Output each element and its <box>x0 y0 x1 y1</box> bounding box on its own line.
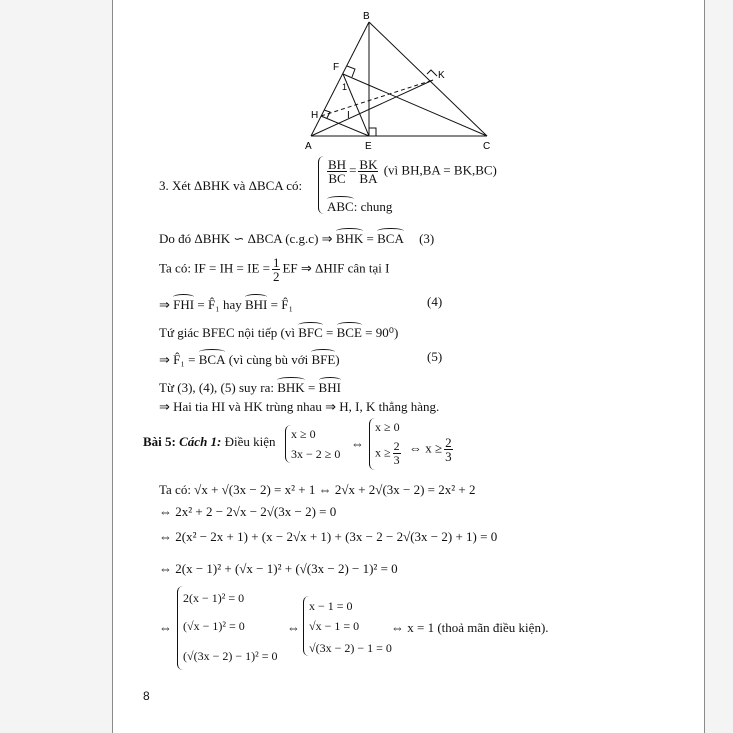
s3-eq: = <box>349 162 357 178</box>
line2-text: Ta có: IF = IH = IE = <box>159 260 270 276</box>
line1-eq: = <box>366 231 374 246</box>
tag-3: (3) <box>419 231 435 246</box>
s3-row2 <box>327 196 392 215</box>
sys2-1: x − 1 = 0 <box>309 599 353 613</box>
angle-bhk-2: BHK <box>277 377 304 396</box>
angle-fhi: FHI <box>173 294 194 313</box>
frac-bh: BH <box>328 157 347 172</box>
tag-5: (5) <box>427 349 443 364</box>
l6-eq: = <box>307 380 316 395</box>
angle-f1-b: F̂₁ <box>281 297 293 312</box>
angle-bhi-2: BHI <box>319 377 341 396</box>
frac-one: 1 <box>272 255 280 270</box>
label-c: C <box>483 141 491 152</box>
label-e: E <box>365 141 372 152</box>
side-bc <box>369 22 487 136</box>
cond-4 <box>375 440 403 467</box>
angle-f1: F̂₁ <box>207 297 220 312</box>
l3-hay: hay <box>219 297 242 312</box>
cond-result <box>409 436 455 463</box>
s3-common: : chung <box>353 199 393 214</box>
angle-bce: BCE <box>337 322 362 341</box>
line-f1 <box>159 349 449 368</box>
line-conclude <box>159 377 341 396</box>
sys-2: (√x − 1)² = 0 <box>183 619 245 633</box>
triangle-figure <box>299 8 499 153</box>
sys2-3: √(3x − 2) − 1 = 0 <box>309 641 392 655</box>
l5-mid: (vì cùng bù với <box>225 352 309 367</box>
l3-arrow: ⇒ <box>159 297 170 312</box>
cond-2: 3x − 2 ≥ 0 <box>291 447 341 461</box>
angle-bhk: BHK <box>336 228 363 247</box>
cond-3: x ≥ 0 <box>375 420 400 434</box>
segment-hk-dashed <box>321 80 433 116</box>
l4-eq: = <box>326 325 334 340</box>
angle-bfe: BFE <box>311 349 335 368</box>
document-page <box>112 0 705 733</box>
angle-abc: ABC <box>327 196 354 215</box>
l3-eq2: = <box>270 297 278 312</box>
frac-ba: BA <box>359 171 378 186</box>
cond-res-den: 3 <box>445 449 452 464</box>
tag-4: (4) <box>427 294 443 309</box>
side-ab <box>311 22 369 136</box>
line-fhi <box>159 294 449 313</box>
eq-2: ⇔ 2x² + 2 − 2√x − 2√(3x − 2) = 0 <box>159 504 337 519</box>
bai5-cond: Điều kiện <box>224 434 276 449</box>
cond-res-num: 2 <box>445 435 452 450</box>
label-a: A <box>305 141 312 152</box>
final-result: ⇔ x = 1 (thoả mãn điều kiện). <box>391 620 549 635</box>
angle-bca-2: BCA <box>199 349 226 368</box>
cond-4-text: x ≥ <box>375 445 391 460</box>
cond-4-num: 2 <box>393 439 400 453</box>
sys-1: 2(x − 1)² = 0 <box>183 591 245 605</box>
bai5-title: Bài 5: <box>143 434 176 449</box>
cond-1: x ≥ 0 <box>291 427 316 441</box>
l5-text: ⇒ F̂₁ = <box>159 352 196 367</box>
bai5-heading <box>143 434 276 450</box>
frac-bc: BC <box>328 171 346 186</box>
right-angle-e <box>369 128 376 136</box>
angle-bca: BCA <box>377 228 404 247</box>
label-1: 1 <box>342 82 348 92</box>
label-h: H <box>311 110 319 121</box>
eq-4: ⇔ 2(x − 1)² + (√x − 1)² + (√(3x − 2) − 1)² = 0 <box>159 561 398 576</box>
line2-tail: EF ⇒ ΔHIF cân tại I <box>282 260 390 276</box>
l4-tail: = 90⁰) <box>365 325 399 340</box>
l4-text: Tứ giác BFEC nội tiếp (vì <box>159 325 295 340</box>
label-i: I <box>347 110 350 121</box>
angle-bfc: BFC <box>298 322 323 341</box>
s3-brace <box>318 156 324 214</box>
right-angle-k <box>427 70 437 76</box>
page-number: 8 <box>143 689 150 703</box>
l6-text: Từ (3), (4), (5) suy ra: <box>159 380 274 395</box>
eq-1: Ta có: √x + √(3x − 2) = x² + 1 ⇔ 2√x + 2√(3x − 2) = 2x² + 2 <box>159 482 476 497</box>
line1-text: Do đó ΔBHK ∽ ΔBCA (c.g.c) ⇒ <box>159 231 333 246</box>
cond-res-text: ⇔ x ≥ <box>409 440 443 456</box>
label-f: F <box>333 62 340 73</box>
frac-bk: BK <box>359 157 378 172</box>
l3-eq1: = <box>197 297 205 312</box>
cond-4-den: 3 <box>393 453 400 467</box>
cond-arrow: ⇔ <box>351 436 364 451</box>
right-angle-h <box>324 110 330 118</box>
s3-note: (vì BH,BA = BK,BC) <box>383 162 497 178</box>
sys-arrow-1: ⇔ <box>159 620 172 635</box>
eq-3: ⇔ 2(x² − 2x + 1) + (x − 2√x + 1) + (3x − 2 − 2√(3x − 2) + 1) = 0 <box>159 529 498 544</box>
line-collinear: ⇒ Hai tia HI và HK trùng nhau ⇒ H, I, K thẳng hàng. <box>159 399 440 414</box>
l5-close: ) <box>335 352 340 367</box>
right-angle-f <box>347 66 355 77</box>
line-cyclic <box>159 322 398 341</box>
sys2-2: √x − 1 = 0 <box>309 619 360 633</box>
angle-bhi: BHI <box>245 294 267 313</box>
s3-intro: 3. Xét ΔBHK và ΔBCA có: <box>159 178 303 193</box>
bai5-method: Cách 1: <box>179 434 222 449</box>
label-b: B <box>363 11 370 22</box>
sys-arrow-2: ⇔ <box>287 620 300 635</box>
line-if-ih <box>159 256 389 283</box>
s3-row1 <box>325 158 497 185</box>
frac-two: 2 <box>272 269 280 284</box>
line-similar <box>159 228 434 247</box>
label-k: K <box>438 70 445 81</box>
sys-3: (√(3x − 2) − 1)² = 0 <box>183 649 278 663</box>
